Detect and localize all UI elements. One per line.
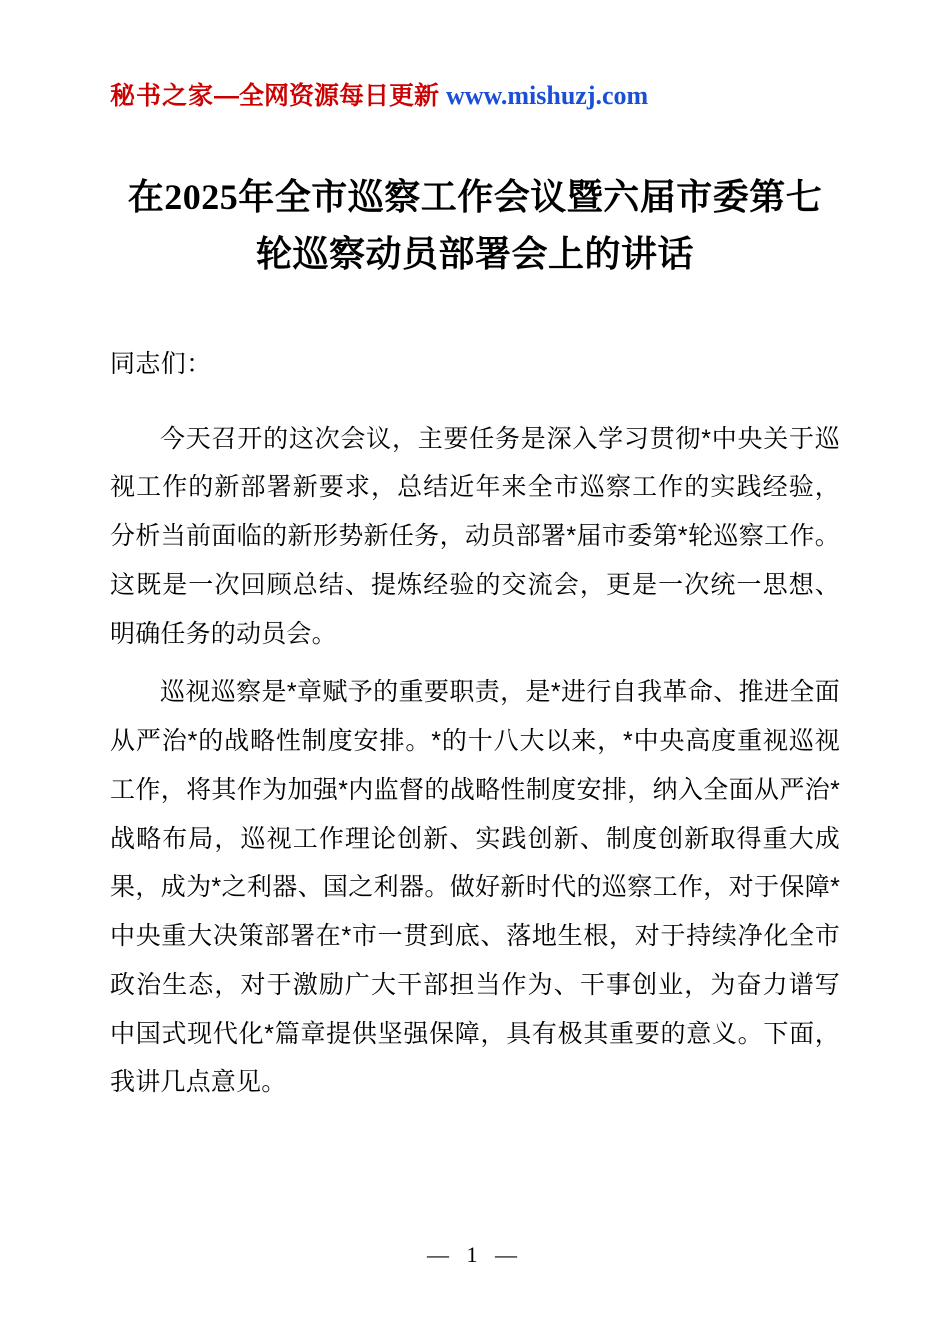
site-url[interactable]: www.mishuzj.com	[445, 81, 649, 110]
page-title	[110, 169, 840, 282]
page-number: — 1 —	[427, 1242, 523, 1267]
paragraph-2: 巡视巡察是*章赋予的重要职责，是*进行自我革命、推进全面从严治*的战略性制度安排。*的十八大以来，*中央高度重视巡视工作，将其作为加强*内监督的战略性制度安排，纳入全面从严治*战略布局，巡视工作理论创新、实践创新、制度创新取得重大成果，成为*之利器、国之利器。做好新时代的巡察工作，对于保障*中央重大决策部署在*市一贯到底、落地生根，对于持续净化全市政治生态，对于激励广大干部担当作为、干事创业，为奋力谱写中国式现代化*篇章提供坚强保障，具有极其重要的意义。下面，我讲几点意见。	[110, 678, 840, 1097]
title-year: 2025	[164, 177, 239, 218]
title-middle: 年全市巡察工作会议暨六届市委	[238, 176, 750, 218]
salutation: 同志们：	[110, 349, 212, 378]
document-body	[110, 340, 840, 1107]
title-emphasis: 第七	[749, 176, 823, 218]
site-brand: 秘书之家	[110, 82, 215, 110]
site-tagline: —全网资源每日更新	[214, 82, 440, 110]
paragraph-1: 今天召开的这次会议，主要任务是深入学习贯彻*中央关于巡视工作的新部署新要求，总结近年来全市巡察工作的实践经验，分析当前面临的新形势新任务，动员部署*届市委第*轮巡察工作。这既是一次回顾总结、提炼经验的交流会，更是一次统一思想、明确任务的动员会。	[110, 424, 840, 648]
site-banner	[110, 0, 840, 111]
title-prefix: 在	[127, 176, 165, 218]
title-line2: 轮巡察动员部署会上的讲话	[255, 232, 694, 274]
